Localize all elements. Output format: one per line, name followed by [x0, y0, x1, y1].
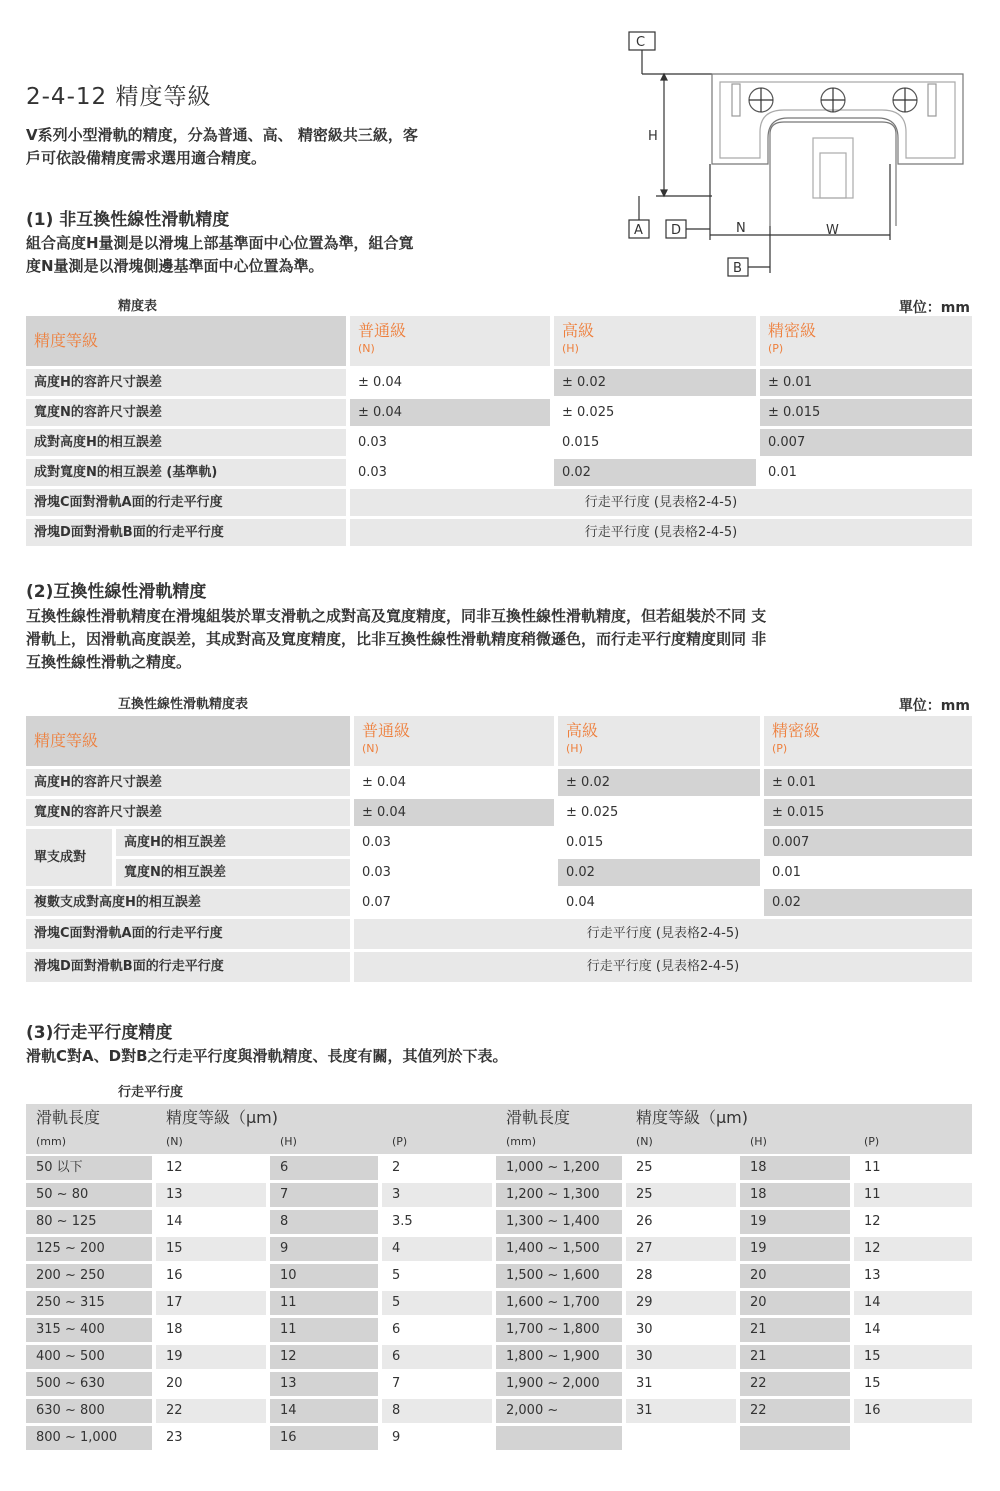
header-col-n [354, 716, 554, 766]
h-cell: 11 [270, 1291, 378, 1315]
cell-n: 0.03 [350, 459, 550, 486]
h-cell: 22 [740, 1399, 850, 1423]
table-row [26, 429, 972, 456]
n-cell: 23 [156, 1426, 266, 1450]
label-d: D [671, 223, 682, 238]
p-cell: 3.5 [382, 1210, 492, 1234]
group-label: 單支成對 [26, 829, 112, 886]
length-cell: 1,800 ~ 1,900 [496, 1345, 622, 1369]
row-label: 滑塊C面對滑軌A面的行走平行度 [26, 489, 346, 516]
header-col-name: 精密級 [772, 721, 821, 740]
header-length-unit: (mm) [36, 1135, 67, 1148]
h-cell: 20 [740, 1291, 850, 1315]
header-code-p: (P) [864, 1135, 880, 1148]
n-cell: 31 [626, 1372, 736, 1396]
length-cell: 315 ~ 400 [26, 1318, 152, 1342]
header-grade: 精度等級（μm) [166, 1108, 279, 1127]
length-cell: 50 ~ 80 [26, 1183, 152, 1207]
table-row [26, 519, 972, 546]
p-cell: 14 [854, 1291, 972, 1315]
p-cell: 4 [382, 1237, 492, 1261]
sec2-text [26, 605, 976, 674]
cell-n: 0.03 [354, 859, 554, 886]
cell-p: ± 0.015 [760, 399, 972, 426]
n-cell: 18 [156, 1318, 266, 1342]
length-cell: 800 ~ 1,000 [26, 1426, 152, 1450]
sec2-text-line: 互換性線性滑軌之精度。 [26, 653, 192, 671]
p-cell: 6 [382, 1345, 492, 1369]
row-label: 滑塊D面對滑軌B面的行走平行度 [26, 519, 346, 546]
cell-h: 0.04 [558, 889, 760, 916]
header-grade-label: 精度等級 [26, 316, 346, 366]
header-col-code: (N) [358, 342, 375, 355]
h-cell: 19 [740, 1237, 850, 1261]
sec3-caption: 行走平行度 [118, 1085, 184, 1100]
sec1-text-line: 度N量測是以滑塊側邊基準面中心位置為準。 [26, 257, 324, 275]
p-cell: 12 [854, 1210, 972, 1234]
length-cell: 1,700 ~ 1,800 [496, 1318, 622, 1342]
header-code-h: (H) [750, 1135, 767, 1148]
header-col-code: (N) [362, 742, 379, 755]
table-row [26, 919, 972, 949]
cell-p: ± 0.01 [764, 769, 972, 796]
header-code-p: (P) [392, 1135, 408, 1148]
p-cell: 13 [854, 1264, 972, 1288]
n-cell: 14 [156, 1210, 266, 1234]
length-cell: 125 ~ 200 [26, 1237, 152, 1261]
h-cell: 14 [270, 1399, 378, 1423]
n-cell: 19 [156, 1345, 266, 1369]
length-cell [496, 1426, 622, 1450]
cell-p: 0.007 [764, 829, 972, 856]
label-w: W [826, 223, 839, 238]
n-cell: 31 [626, 1399, 736, 1423]
table-row [26, 1345, 972, 1369]
h-cell: 21 [740, 1318, 850, 1342]
p-cell: 11 [854, 1183, 972, 1207]
h-cell: 9 [270, 1237, 378, 1261]
h-cell: 13 [270, 1372, 378, 1396]
header-col-p [760, 316, 972, 366]
n-cell: 25 [626, 1183, 736, 1207]
parallelism-header [26, 1104, 972, 1154]
length-cell: 1,300 ~ 1,400 [496, 1210, 622, 1234]
h-cell: 18 [740, 1183, 850, 1207]
n-cell: 29 [626, 1291, 736, 1315]
header-code-n: (N) [636, 1135, 653, 1148]
p-cell: 15 [854, 1345, 972, 1369]
length-cell: 2,000 ~ [496, 1399, 622, 1423]
span-cell: 行走平行度 (見表格2-4-5) [354, 952, 972, 982]
length-cell: 250 ~ 315 [26, 1291, 152, 1315]
n-cell: 30 [626, 1318, 736, 1342]
cell-p: 0.02 [764, 889, 972, 916]
p-cell: 3 [382, 1183, 492, 1207]
sec2-heading: (2)互換性線性滑軌精度 [26, 582, 207, 602]
table-row [26, 1156, 972, 1180]
length-cell: 630 ~ 800 [26, 1399, 152, 1423]
sec1-text-line: 組合高度H量測是以滑塊上部基準面中心位置為準，組合寬 [26, 234, 414, 252]
header-col-code: (H) [562, 342, 579, 355]
n-cell [626, 1426, 736, 1450]
table-row [26, 1372, 972, 1396]
length-cell: 400 ~ 500 [26, 1345, 152, 1369]
header-col-code: (H) [566, 742, 583, 755]
row-label: 複數支成對高度H的相互誤差 [26, 889, 350, 916]
rail-block-diagram [628, 28, 973, 283]
p-cell: 12 [854, 1237, 972, 1261]
cell-h: ± 0.025 [558, 799, 760, 826]
header-col-name: 普通級 [362, 721, 411, 740]
row-label: 寬度N的容許尺寸誤差 [26, 799, 350, 826]
header-length: 滑軌長度 [506, 1108, 571, 1127]
sec3-heading: (3)行走平行度精度 [26, 1023, 173, 1043]
cell-h: ± 0.025 [554, 399, 756, 426]
table-row [26, 1318, 972, 1342]
cell-h: 0.02 [558, 859, 760, 886]
p-cell: 11 [854, 1156, 972, 1180]
table-header-row [26, 716, 972, 766]
header-col-name: 精密級 [768, 321, 817, 340]
cell-p: 0.01 [764, 859, 972, 886]
sec2-text-line: 互換性線性滑軌精度在滑塊組裝於單支滑軌之成對高及寬度精度，同非互換性線性滑軌精度，但若組裝於不同 支 [26, 607, 767, 625]
span-cell: 行走平行度 (見表格2-4-5) [350, 489, 972, 516]
sec2-text-line: 滑軌上，因滑軌高度誤差，其成對高及寬度精度，比非互換性線性滑軌精度稍微遜色，而行走平行度精度則同 非 [26, 630, 767, 648]
h-cell [740, 1426, 850, 1450]
p-cell: 6 [382, 1318, 492, 1342]
h-cell: 12 [270, 1345, 378, 1369]
table-row [26, 1183, 972, 1207]
p-cell: 5 [382, 1264, 492, 1288]
p-cell: 2 [382, 1156, 492, 1180]
cell-p: 0.01 [760, 459, 972, 486]
row-label: 滑塊D面對滑軌B面的行走平行度 [26, 952, 350, 982]
p-cell: 8 [382, 1399, 492, 1423]
group-block [26, 829, 972, 886]
p-cell: 16 [854, 1399, 972, 1423]
length-cell: 1,900 ~ 2,000 [496, 1372, 622, 1396]
header-col-code: (P) [768, 342, 784, 355]
header-length: 滑軌長度 [36, 1108, 101, 1127]
sec1-heading: (1) 非互換性線性滑軌精度 [26, 210, 230, 230]
row-label: 高度H的容許尺寸誤差 [26, 769, 350, 796]
row-label: 高度H的相互誤差 [116, 829, 350, 856]
n-cell: 30 [626, 1345, 736, 1369]
row-label: 寬度N的容許尺寸誤差 [26, 399, 346, 426]
table-row [26, 1210, 972, 1234]
header-col-p [764, 716, 972, 766]
header-col-name: 高級 [562, 321, 595, 340]
length-cell: 50 以下 [26, 1156, 152, 1180]
p-cell: 5 [382, 1291, 492, 1315]
cell-n: ± 0.04 [354, 769, 554, 796]
table-row [26, 399, 972, 426]
table-row [26, 769, 972, 796]
p-cell: 7 [382, 1372, 492, 1396]
header-col-h [558, 716, 760, 766]
cell-n: 0.03 [350, 429, 550, 456]
table-row [26, 952, 972, 982]
cell-h: ± 0.02 [554, 369, 756, 396]
length-cell: 200 ~ 250 [26, 1264, 152, 1288]
cell-p: ± 0.01 [760, 369, 972, 396]
table-row [26, 369, 972, 396]
table-row [26, 1291, 972, 1315]
h-cell: 7 [270, 1183, 378, 1207]
h-cell: 20 [740, 1264, 850, 1288]
n-cell: 12 [156, 1156, 266, 1180]
n-cell: 26 [626, 1210, 736, 1234]
length-cell: 1,600 ~ 1,700 [496, 1291, 622, 1315]
n-cell: 20 [156, 1372, 266, 1396]
table-row [26, 1399, 972, 1423]
h-cell: 22 [740, 1372, 850, 1396]
intro-line: 戶可依設備精度需求選用適合精度。 [26, 149, 267, 167]
intro-text [26, 124, 418, 170]
row-label: 寬度N的相互誤差 [116, 859, 350, 886]
header-col-h [554, 316, 756, 366]
n-cell: 22 [156, 1399, 266, 1423]
length-cell: 500 ~ 630 [26, 1372, 152, 1396]
header-col-n [350, 316, 550, 366]
cell-p: ± 0.015 [764, 799, 972, 826]
h-cell: 19 [740, 1210, 850, 1234]
header-col-code: (P) [772, 742, 788, 755]
length-cell: 1,000 ~ 1,200 [496, 1156, 622, 1180]
cell-p: 0.007 [760, 429, 972, 456]
p-cell: 14 [854, 1318, 972, 1342]
label-c: C [636, 35, 646, 50]
h-cell: 10 [270, 1264, 378, 1288]
length-cell: 1,500 ~ 1,600 [496, 1264, 622, 1288]
sec1-unit: 單位：mm [898, 300, 970, 316]
h-cell: 16 [270, 1426, 378, 1450]
n-cell: 13 [156, 1183, 266, 1207]
table-row [26, 889, 972, 916]
cell-h: 0.02 [554, 459, 756, 486]
table-row [26, 1264, 972, 1288]
header-grade: 精度等級（μm) [636, 1108, 749, 1127]
header-col-name: 高級 [566, 721, 599, 740]
p-cell [854, 1426, 972, 1450]
header-length-unit: (mm) [506, 1135, 537, 1148]
table-row [26, 489, 972, 516]
page-title: 2-4-12 精度等級 [26, 84, 212, 110]
p-cell: 15 [854, 1372, 972, 1396]
span-cell: 行走平行度 (見表格2-4-5) [350, 519, 972, 546]
row-label: 成對高度H的相互誤差 [26, 429, 346, 456]
sec1-table [26, 316, 972, 549]
header-code-h: (H) [280, 1135, 297, 1148]
length-cell: 80 ~ 125 [26, 1210, 152, 1234]
row-label: 成對寬度N的相互誤差 (基準軌) [26, 459, 346, 486]
n-cell: 28 [626, 1264, 736, 1288]
sec1-caption: 精度表 [118, 299, 158, 314]
label-b: B [733, 261, 742, 276]
label-h: H [648, 129, 658, 144]
sec3-text: 滑軌C對A、D對B之行走平行度與滑軌精度、長度有關，其值列於下表。 [26, 1047, 508, 1065]
n-cell: 16 [156, 1264, 266, 1288]
sec1-text [26, 232, 414, 278]
n-cell: 15 [156, 1237, 266, 1261]
cell-h: 0.015 [558, 829, 760, 856]
sec2-caption: 互換性線性滑軌精度表 [118, 697, 249, 712]
cell-n: ± 0.04 [354, 799, 554, 826]
label-n: N [736, 221, 746, 236]
n-cell: 17 [156, 1291, 266, 1315]
header-grade-label: 精度等級 [26, 716, 350, 766]
table-row [26, 1426, 972, 1450]
header-col-name: 普通級 [358, 321, 407, 340]
table-row [26, 1237, 972, 1261]
h-cell: 21 [740, 1345, 850, 1369]
table-header-row [26, 316, 972, 366]
cell-n: ± 0.04 [350, 399, 550, 426]
sec2-unit: 單位：mm [898, 698, 970, 714]
cell-h: 0.015 [554, 429, 756, 456]
h-cell: 6 [270, 1156, 378, 1180]
h-cell: 18 [740, 1156, 850, 1180]
h-cell: 11 [270, 1318, 378, 1342]
cell-n: ± 0.04 [350, 369, 550, 396]
span-cell: 行走平行度 (見表格2-4-5) [354, 919, 972, 949]
p-cell: 9 [382, 1426, 492, 1450]
n-cell: 27 [626, 1237, 736, 1261]
intro-line: V系列小型滑軌的精度，分為普通、高、 精密級共三級，客 [26, 126, 418, 144]
cell-n: 0.07 [354, 889, 554, 916]
cell-h: ± 0.02 [558, 769, 760, 796]
header-code-n: (N) [166, 1135, 183, 1148]
label-a: A [634, 223, 643, 238]
n-cell: 25 [626, 1156, 736, 1180]
table-row [26, 459, 972, 486]
length-cell: 1,400 ~ 1,500 [496, 1237, 622, 1261]
table-row [26, 799, 972, 826]
cell-n: 0.03 [354, 829, 554, 856]
row-label: 高度H的容許尺寸誤差 [26, 369, 346, 396]
length-cell: 1,200 ~ 1,300 [496, 1183, 622, 1207]
row-label: 滑塊C面對滑軌A面的行走平行度 [26, 919, 350, 949]
h-cell: 8 [270, 1210, 378, 1234]
sec2-table [26, 716, 972, 985]
